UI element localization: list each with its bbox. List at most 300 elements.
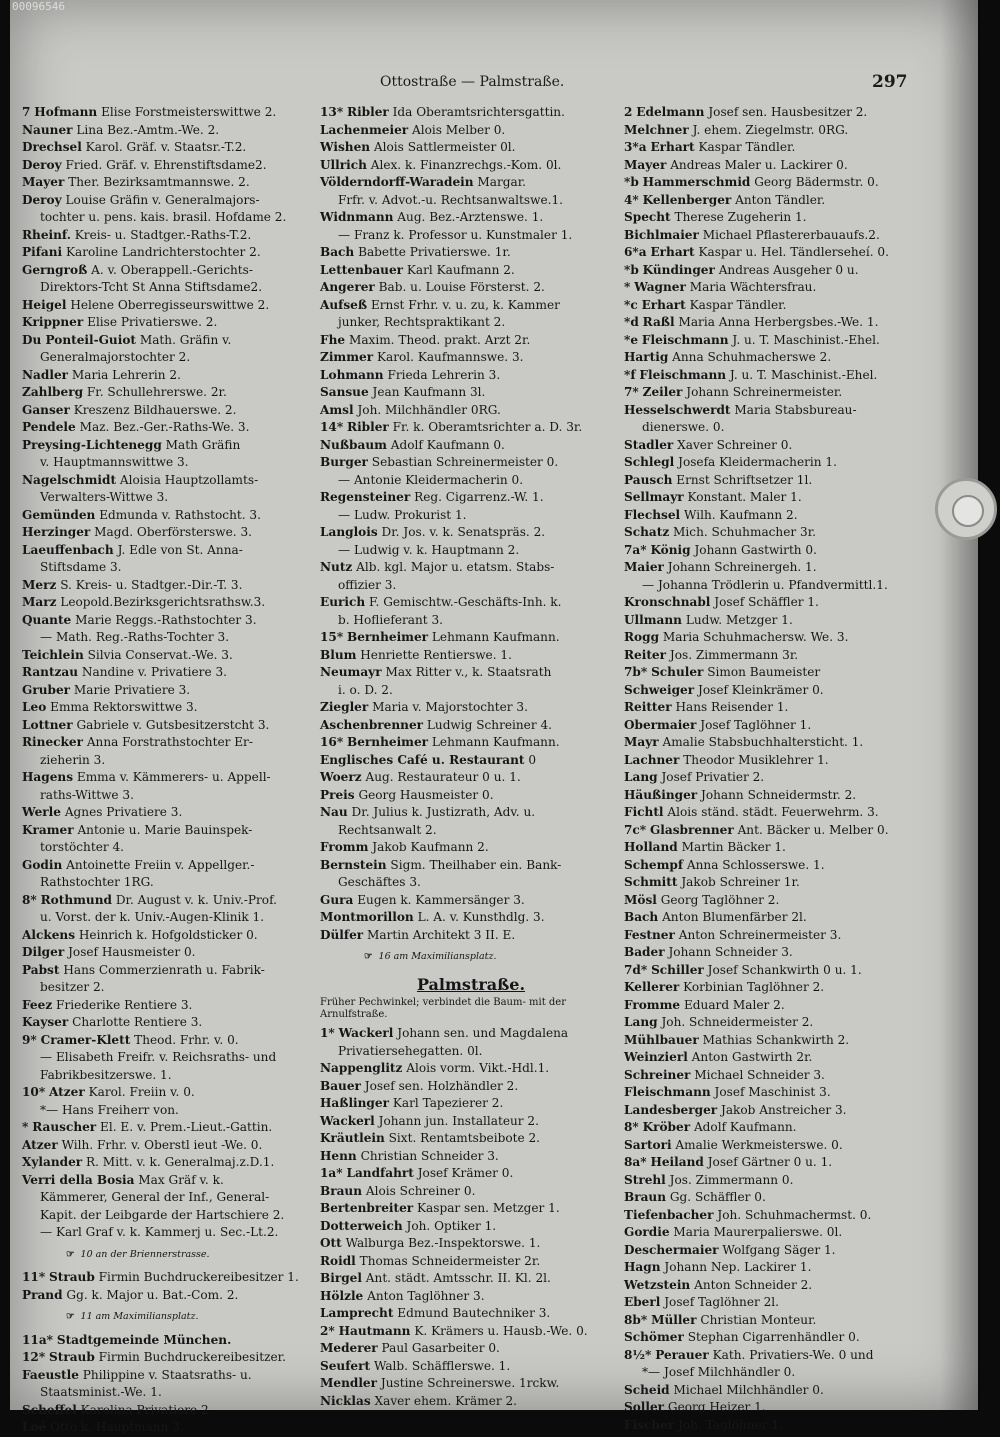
resident-name: Nauner	[22, 122, 73, 137]
resident-details: Kaspar Tändler.	[698, 140, 796, 154]
entry-continuation: Fabrikbesitzerswe. 1.	[40, 1067, 172, 1082]
resident-details: Theodor Musiklehrer 1.	[683, 752, 829, 767]
directory-entry	[22, 507, 314, 525]
resident-name: Blum	[320, 647, 357, 662]
resident-details: Wilh. Frhr. v. Oberstl ieut -We. 0.	[61, 1137, 263, 1152]
resident-details: Anton Taglöhner 3.	[367, 1288, 485, 1303]
directory-entry	[624, 122, 924, 140]
house-number: *c	[624, 297, 638, 312]
resident-details: Thomas Schneidermeister 2r.	[359, 1253, 541, 1268]
resident-details: Amalie Stabsbuchhaltersticht. 1.	[662, 735, 864, 749]
resident-name: Amsl	[320, 402, 354, 417]
resident-details: Anton Tändler.	[735, 192, 826, 207]
resident-name: Sansue	[320, 385, 369, 399]
entry-continuation: junker, Rechtspraktikant 2.	[338, 315, 506, 329]
resident-name: Hofmann	[34, 105, 98, 119]
directory-entry	[624, 1189, 924, 1207]
directory-entry	[624, 1294, 924, 1312]
directory-entry	[320, 734, 622, 752]
directory-entry	[320, 1183, 622, 1201]
house-number: 14*	[320, 420, 344, 434]
directory-entry	[624, 857, 924, 875]
directory-entry	[320, 1358, 622, 1376]
resident-details: Jos. Zimmermann 3r.	[669, 647, 799, 662]
directory-entry	[320, 262, 622, 280]
directory-entry	[624, 1032, 924, 1050]
resident-details: Josef Privatier 2.	[661, 770, 765, 784]
resident-details: Marie Reggs.-Rathstochter 3.	[75, 612, 257, 627]
directory-entry	[624, 699, 924, 717]
resident-details: Karol. Gräf. v. Staatsr.-T.2.	[85, 140, 247, 154]
directory-entry	[22, 612, 314, 630]
resident-name: Gordie	[624, 1225, 670, 1239]
entry-continuation: — Ludwig v. k. Hauptmann 2.	[338, 542, 520, 557]
entry-continuation: — Antonie Kleidermacherin 0.	[338, 472, 524, 487]
resident-name: Schreiner	[624, 1067, 691, 1082]
resident-name: Gruber	[22, 682, 71, 697]
resident-name: Erhart	[650, 245, 695, 259]
resident-name: Kellenberger	[642, 192, 732, 207]
resident-name: Lachenmeier	[320, 122, 409, 137]
resident-name: Fleischmann	[639, 367, 727, 382]
directory-entry	[624, 612, 924, 630]
resident-name: Reiter	[624, 647, 666, 662]
directory-entry	[624, 402, 924, 420]
directory-entry	[624, 1312, 924, 1330]
house-number: 2	[624, 105, 633, 119]
resident-details: Karol. Freiin v. 0.	[88, 1085, 195, 1099]
directory-entry	[624, 962, 924, 980]
directory-entry	[624, 892, 924, 910]
directory-entry	[624, 839, 924, 857]
resident-name: Lang	[624, 770, 658, 784]
resident-name: Fromm	[320, 840, 369, 854]
directory-entry	[22, 577, 314, 595]
resident-details: Joh. Milchhändler 0RG.	[357, 402, 501, 417]
resident-name: Lottner	[22, 717, 73, 732]
directory-entry	[22, 962, 314, 980]
resident-details: Anton Schreinermeister 3.	[678, 927, 842, 942]
directory-entry	[320, 279, 622, 297]
directory-entry	[320, 1200, 622, 1218]
directory-entry	[624, 139, 924, 157]
resident-details: Babette Privatierswe. 1r.	[358, 245, 511, 259]
directory-entry	[624, 1067, 924, 1085]
directory-entry	[624, 1137, 924, 1155]
resident-name: Haßlinger	[320, 1096, 389, 1110]
resident-details: Reg. Cigarrenz.-W. 1.	[414, 490, 544, 504]
directory-entry	[624, 944, 924, 962]
directory-entry	[22, 139, 314, 157]
resident-details: Sigm. Theilhaber ein. Bank-	[390, 857, 562, 872]
resident-name: Mayer	[624, 157, 667, 172]
directory-entry	[624, 1242, 924, 1260]
resident-name: Angerer	[320, 280, 375, 294]
directory-entry	[624, 1259, 924, 1277]
resident-name: Wishen	[320, 140, 371, 154]
column-left	[22, 104, 314, 1437]
resident-name: Kellerer	[624, 980, 680, 994]
directory-entry	[320, 717, 622, 735]
directory-entry	[22, 822, 314, 840]
resident-details: Johann jun. Installateur 2.	[378, 1113, 539, 1128]
resident-details: J. Edle von St. Anna-	[117, 542, 243, 557]
resident-name: Ganser	[22, 402, 70, 417]
directory-entry	[22, 1032, 314, 1050]
resident-details: L. A. v. Kunsthdlg. 3.	[417, 910, 545, 924]
resident-details: Ther. Bezirksamtmannswe. 2.	[68, 175, 250, 189]
section-intro: Früher Pechwinkel; verbindet die Baum- mit der Arnulfstraße.	[320, 997, 567, 1020]
resident-name: Zeiler	[642, 385, 683, 399]
resident-name: Fleischmann	[641, 332, 729, 347]
resident-name: Rothmund	[40, 892, 112, 907]
directory-entry	[22, 699, 314, 717]
directory-entry	[22, 314, 314, 332]
directory-entry	[22, 927, 314, 945]
cross-reference-note	[22, 1308, 314, 1326]
directory-entry	[624, 437, 924, 455]
entry-continuation: Privatiersehegatten. 0l.	[338, 1043, 483, 1058]
resident-name: Bader	[624, 945, 665, 959]
directory-entry	[320, 437, 622, 455]
resident-name: Landesberger	[624, 1102, 718, 1117]
directory-entry	[320, 1288, 622, 1306]
house-number: 15*	[320, 630, 344, 644]
resident-details: Andreas Ausgeher 0 u.	[718, 262, 859, 277]
directory-entry	[624, 909, 924, 927]
resident-name: Gemünden	[22, 507, 96, 522]
directory-entry	[624, 927, 924, 945]
directory-entry	[320, 1305, 622, 1323]
entry-continuation: Frfr. v. Advot.-u. Rechtsanwaltswe.1.	[338, 192, 564, 207]
directory-entry	[624, 1347, 924, 1365]
binder-clip-hole	[952, 495, 984, 527]
resident-details: Leopold.Bezirksgerichtsrathsw.3.	[60, 595, 266, 609]
resident-name: Kramer	[22, 822, 74, 837]
entry-continuation: — Karl Graf v. k. Kammerj u. Sec.-Lt.2.	[40, 1225, 279, 1239]
directory-entry	[22, 769, 314, 787]
resident-name: Rogg	[624, 630, 660, 644]
resident-name: Hagn	[624, 1260, 661, 1274]
resident-details: Michael Pflastererbauaufs.2.	[702, 227, 880, 242]
resident-details: Fr. Schullehrerswe. 2r.	[86, 385, 227, 399]
house-number: *f	[624, 367, 636, 382]
resident-details: Simon Baumeister	[707, 665, 821, 679]
resident-name: Bach	[320, 245, 355, 259]
directory-entry	[624, 979, 924, 997]
page-title: Ottostraße — Palmstraße.	[380, 74, 565, 90]
resident-name: Lettenbauer	[320, 262, 404, 277]
entry-continuation: Rathstochter 1RG.	[40, 875, 154, 889]
entry-continuation: Rechtsanwalt 2.	[338, 822, 437, 837]
directory-entry	[624, 489, 924, 507]
resident-name: Nappenglitz	[320, 1061, 403, 1075]
directory-entry	[22, 437, 314, 455]
page-header	[10, 74, 978, 94]
cross-reference-note	[320, 948, 622, 966]
resident-details: Louise Gräfin v. Generalmajors-	[65, 192, 260, 207]
entry-continuation: — Franz k. Professor u. Kunstmaler 1.	[338, 227, 573, 242]
resident-details: Joh. Schuhmachermst. 0.	[717, 1207, 872, 1222]
resident-details: Joh. Optiker 1.	[406, 1218, 497, 1233]
resident-name: Wetzstein	[624, 1277, 691, 1292]
resident-details: Antonie u. Marie Bauinspek-	[77, 822, 253, 837]
directory-entry	[320, 559, 622, 577]
resident-details: Josef Taglöhner 2l.	[664, 1295, 780, 1309]
resident-details: Maria Wächtersfrau.	[689, 280, 817, 294]
resident-name: Mayr	[624, 735, 659, 749]
resident-details: Math. Gräfin v.	[139, 332, 232, 347]
page-edge-shadow	[940, 0, 980, 1410]
directory-entry	[624, 454, 924, 472]
directory-entry	[320, 1253, 622, 1271]
resident-details: Wolfgang Säger 1.	[722, 1242, 836, 1257]
resident-details: Walb. Schäfflerswe. 1.	[373, 1358, 511, 1373]
resident-details: Theod. Frhr. v. 0.	[134, 1032, 239, 1047]
resident-details: Josef Taglöhner 1.	[700, 717, 812, 732]
house-number: 7d*	[624, 962, 648, 977]
resident-details: Konstant. Maler 1.	[687, 490, 802, 504]
entry-continuation: Kämmerer, General der Inf., General-	[40, 1190, 270, 1204]
resident-details: Fried. Gräf. v. Ehrenstiftsdame2.	[65, 157, 267, 172]
directory-entry	[320, 647, 622, 665]
resident-name: Kröber	[642, 1120, 691, 1134]
resident-name: Teichlein	[22, 647, 84, 662]
resident-name: Hammerschmid	[642, 175, 751, 189]
resident-details: Silvia Conservat.-We. 3.	[87, 647, 233, 662]
entry-continuation: — Math. Reg.-Raths-Tochter 3.	[40, 630, 230, 644]
resident-details: Josefa Kleidermacherin 1.	[678, 455, 837, 469]
directory-entry	[624, 367, 924, 385]
resident-name: Preysing-Lichtenegg	[22, 437, 162, 452]
resident-details: Aug. Restaurateur 0 u. 1.	[365, 770, 521, 784]
house-number: 7b*	[624, 665, 648, 679]
resident-details: Josef Schäffler 1.	[714, 595, 819, 609]
resident-name: Schlegl	[624, 455, 675, 469]
house-number: 8½*	[624, 1347, 652, 1362]
resident-details: Josef sen. Hausbesitzer 2.	[708, 105, 868, 119]
house-number: 8a*	[624, 1155, 647, 1169]
house-number: 12*	[22, 1350, 46, 1364]
directory-entry	[22, 122, 314, 140]
resident-details: Karl Kaufmann 2.	[406, 262, 515, 277]
resident-details: J. u. T. Maschinist.-Ehel.	[732, 332, 880, 347]
resident-details: Jakob Anstreicher 3.	[721, 1102, 847, 1117]
directory-entry	[22, 402, 314, 420]
house-number: 1a*	[320, 1166, 343, 1180]
resident-name: Maier	[624, 560, 664, 574]
directory-entry	[22, 997, 314, 1015]
entry-continuation: dienerswe. 0.	[642, 420, 725, 434]
directory-entry	[624, 787, 924, 805]
resident-details: Johann Schneider 3.	[668, 945, 793, 959]
entry-continuation: torstöchter 4.	[40, 840, 125, 854]
resident-details: F. Gemischtw.-Geschäfts-Inh. k.	[369, 595, 562, 609]
resident-details: Alex. k. Finanzrechgs.-Kom. 0l.	[370, 157, 562, 172]
directory-entry	[624, 1224, 924, 1242]
directory-entry	[624, 1382, 924, 1400]
resident-details: Xaver Schreiner 0.	[677, 437, 793, 452]
resident-details: Josef Hausmeister 0.	[68, 945, 196, 959]
resident-details: Josef Maschinist 3.	[714, 1085, 831, 1099]
directory-entry	[624, 1417, 924, 1435]
resident-details: Eugen k. Kammersänger 3.	[357, 892, 525, 907]
resident-details: Amalie Werkmeisterswe. 0.	[675, 1137, 843, 1152]
directory-entry	[22, 262, 314, 280]
resident-details: Justine Schreinerswe. 1rckw.	[380, 1376, 560, 1390]
entry-continuation: Stiftsdame 3.	[40, 560, 122, 574]
resident-name: Weinzierl	[624, 1050, 688, 1064]
directory-page	[10, 0, 978, 1434]
resident-details: Max Ritter v., k. Staatsrath	[385, 665, 552, 679]
entry-continuation: besitzer 2.	[40, 980, 105, 994]
resident-name: Xylander	[22, 1155, 83, 1169]
resident-details: Ant. städt. Amtsschr. II. Kl. 2l.	[365, 1271, 551, 1285]
directory-entry	[22, 1332, 314, 1350]
resident-name: Neumayr	[320, 665, 382, 679]
directory-entry	[624, 279, 924, 297]
resident-name: Lachner	[624, 752, 680, 767]
resident-name: Deschermaier	[624, 1242, 719, 1257]
directory-entry	[22, 1084, 314, 1102]
resident-details: Alois ständ. städt. Feuerwehrm. 3.	[667, 805, 879, 819]
resident-details: Emma Rektorswittwe 3.	[50, 700, 198, 714]
resident-details: Maria v. Majorstochter 3.	[372, 700, 528, 714]
resident-name: Völderndorff-Waradein	[320, 175, 474, 189]
directory-entry	[22, 664, 314, 682]
resident-details: Johann Gastwirth 0.	[694, 542, 817, 557]
resident-details: Emma v. Kämmerers- u. Appell-	[76, 770, 271, 784]
resident-name: Kündinger	[642, 262, 715, 277]
resident-name: Nagelschmidt	[22, 472, 117, 487]
resident-name: Braun	[624, 1190, 667, 1204]
entry-continuation: Geschäftes 3.	[338, 875, 421, 889]
pointing-hand-icon: ☞	[66, 1248, 75, 1260]
directory-entry	[624, 594, 924, 612]
resident-name: Pifani	[22, 245, 63, 259]
resident-name: Flechsel	[624, 507, 681, 522]
directory-entry	[624, 1084, 924, 1102]
resident-name: Nußbaum	[320, 437, 387, 452]
directory-entry	[624, 682, 924, 700]
resident-details: Joh. Taglöhner 1.	[678, 1417, 783, 1432]
resident-name: Schiller	[651, 962, 704, 977]
resident-name: Krippner	[22, 315, 84, 329]
resident-name: Hartig	[624, 350, 669, 364]
resident-name: Deroy	[22, 157, 62, 172]
resident-name: Glasbrenner	[649, 822, 734, 837]
note-text: 11 am Maximiliansplatz.	[80, 1311, 199, 1322]
resident-details: R. Mitt. v. k. Generalmaj.z.D.1.	[86, 1155, 275, 1169]
resident-details: Alb. kgl. Major u. etatsm. Stabs-	[356, 560, 555, 574]
directory-entry	[22, 542, 314, 560]
resident-name: Lohmann	[320, 367, 384, 382]
directory-entry	[320, 909, 622, 927]
entry-continuation: — Elisabeth Freifr. v. Reichsraths- und	[40, 1050, 277, 1064]
resident-name: Bertenbreiter	[320, 1201, 414, 1215]
resident-name: Tiefenbacher	[624, 1207, 714, 1222]
entry-continuation: — Johanna Trödlerin u. Pfandvermittl.1.	[642, 577, 888, 592]
resident-details: Kaspar sen. Metzger 1.	[417, 1201, 560, 1215]
resident-name: Regensteiner	[320, 490, 411, 504]
resident-details: Johann Schreinergeh. 1.	[667, 560, 817, 574]
resident-details: Josef Schankwirth 0 u. 1.	[707, 962, 862, 977]
directory-entry	[22, 192, 314, 210]
directory-entry	[320, 1235, 622, 1253]
resident-name: Stadler	[624, 437, 674, 452]
entry-continuation: tochter u. pens. kais. brasil. Hofdame 2.	[40, 210, 287, 224]
resident-details: Lina Bez.-Amtm.-We. 2.	[76, 122, 220, 137]
directory-entry	[22, 804, 314, 822]
resident-name: Lamprecht	[320, 1306, 394, 1320]
resident-name: Ott	[320, 1236, 342, 1250]
resident-name: Burger	[320, 455, 368, 469]
resident-details: Alois Melber 0.	[412, 122, 506, 137]
resident-name: Gerngroß	[22, 262, 88, 277]
resident-details: Karol. Kaufmannswe. 3.	[376, 350, 524, 364]
resident-details: Aug. Bez.-Arztenswe. 1.	[397, 210, 544, 224]
resident-details: Maria Schuhmachersw. We. 3.	[662, 630, 849, 644]
resident-details: Anton Schneider 2.	[694, 1277, 813, 1292]
resident-details: Joh. Schneidermeister 2.	[661, 1015, 814, 1029]
resident-name: Ribler	[347, 420, 389, 434]
resident-name: Faeustle	[22, 1367, 79, 1382]
entry-continuation: Kapit. der Leibgarde der Hartschiere 2.	[40, 1207, 285, 1222]
entry-continuation: Verwalters-Wittwe 3.	[40, 490, 169, 504]
resident-name: Bernheimer	[347, 735, 429, 749]
directory-entry	[22, 682, 314, 700]
directory-entry	[22, 1349, 314, 1367]
resident-details: K. Krämers u. Hausb.-We. 0.	[414, 1323, 588, 1338]
directory-entry	[624, 104, 924, 122]
directory-entry	[22, 524, 314, 542]
resident-details: Nandine v. Privatiere 3.	[81, 665, 228, 679]
resident-name: Leo	[22, 700, 47, 714]
directory-entry	[320, 752, 622, 770]
resident-details: Anton Gastwirth 2r.	[691, 1050, 813, 1064]
pointing-hand-icon: ☞	[364, 951, 373, 962]
directory-entry	[320, 1393, 622, 1411]
house-number: 1*	[320, 1026, 335, 1040]
resident-details: Korbinian Taglöhner 2.	[683, 980, 825, 994]
directory-entry	[624, 717, 924, 735]
resident-name: Loé	[22, 1420, 47, 1434]
resident-details: Aloisia Hauptzollamts-	[119, 472, 259, 487]
resident-details: Henriette Rentierswe. 1.	[360, 647, 512, 662]
directory-entry	[320, 857, 622, 875]
directory-entry	[624, 262, 924, 280]
resident-details: Xaver ehem. Krämer 2.	[374, 1393, 518, 1408]
resident-name: König	[650, 542, 691, 557]
entry-continuation: *— Josef Milchhändler 0.	[642, 1365, 796, 1379]
resident-details: Michael Schneider 3.	[694, 1067, 825, 1082]
directory-entry	[22, 944, 314, 962]
house-number: *	[22, 1120, 29, 1134]
directory-entry	[22, 1367, 314, 1385]
note-text: 10 an der Briennerstrasse.	[80, 1248, 210, 1260]
resident-name: Marz	[22, 595, 57, 609]
resident-details: Adolf Kaufmann 0.	[390, 437, 505, 452]
resident-name: Atzer	[49, 1085, 85, 1099]
resident-name: Straub	[49, 1350, 95, 1364]
directory-entry	[22, 297, 314, 315]
house-number: 8*	[624, 1120, 639, 1134]
resident-details: Frieda Lehrerin 3.	[387, 367, 501, 382]
resident-name: Holland	[624, 840, 678, 854]
resident-details: Karl Tapezierer 2.	[392, 1096, 504, 1110]
resident-details: Josef Gärtner 0 u. 1.	[707, 1155, 833, 1169]
house-number: 7	[22, 105, 31, 119]
